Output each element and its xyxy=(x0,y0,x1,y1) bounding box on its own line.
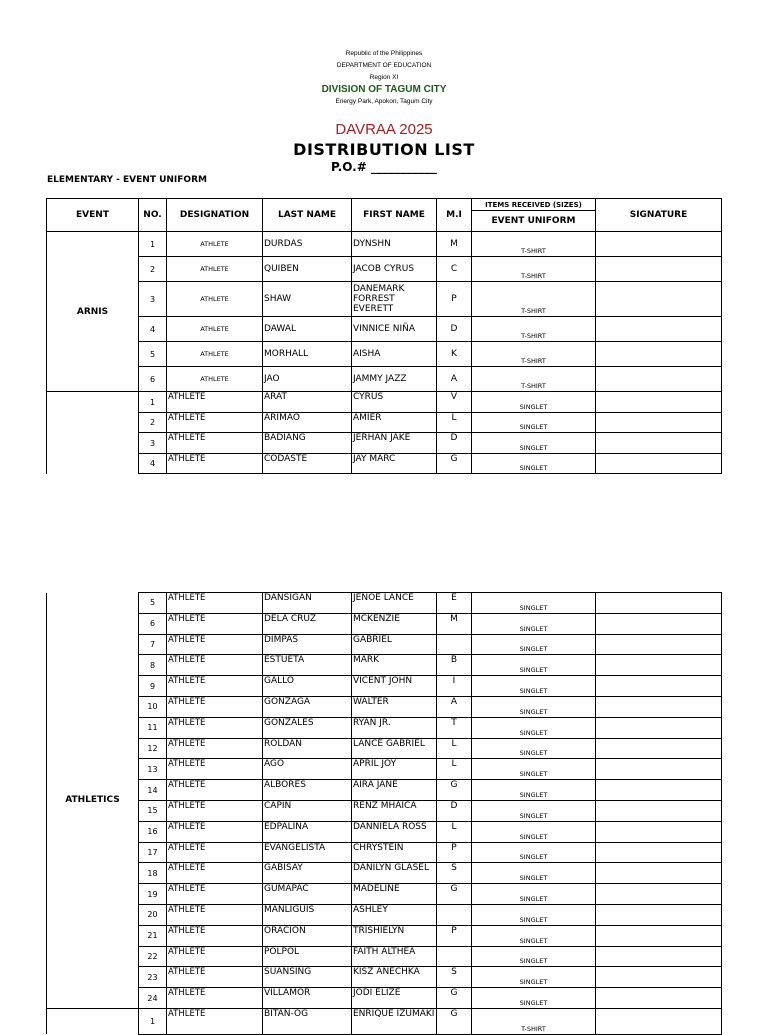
designation-cell: ATHLETE xyxy=(167,884,263,905)
table-row xyxy=(47,454,722,474)
item-cell: SINGLET xyxy=(472,634,596,655)
table-row xyxy=(47,342,722,367)
mi-cell: E xyxy=(437,593,472,614)
designation-cell: ATHLETE xyxy=(167,454,263,474)
signature-cell[interactable] xyxy=(596,842,722,863)
last-name-cell: BADIANG xyxy=(263,433,352,454)
item-cell: SINGLET xyxy=(472,800,596,821)
signature-cell[interactable] xyxy=(596,392,722,413)
mi-cell: D xyxy=(437,433,472,454)
item-cell: SINGLET xyxy=(472,904,596,925)
item-cell: T-SHIRT xyxy=(472,317,596,342)
event-cell-arnis: ARNIS xyxy=(47,232,139,392)
mi-cell: S xyxy=(437,863,472,884)
item-cell: SINGLET xyxy=(472,925,596,946)
row-number: 22 xyxy=(139,946,167,967)
row-number: 11 xyxy=(139,717,167,738)
table-row xyxy=(47,925,722,946)
designation-cell: ATHLETE xyxy=(167,392,263,413)
section-subtitle: ELEMENTARY - EVENT UNIFORM xyxy=(47,175,207,185)
last-name-cell: CAPIN xyxy=(263,800,352,821)
table-row xyxy=(47,842,722,863)
item-cell: SINGLET xyxy=(472,696,596,717)
row-number: 24 xyxy=(139,988,167,1009)
row-number: 4 xyxy=(139,317,167,342)
item-cell: SINGLET xyxy=(472,413,596,433)
designation-cell: ATHLETE xyxy=(167,367,263,392)
table-row xyxy=(47,613,722,634)
designation-cell: ATHLETE xyxy=(167,696,263,717)
designation-cell: ATHLETE xyxy=(167,904,263,925)
table-row xyxy=(47,821,722,842)
table-row xyxy=(47,904,722,925)
po-number: P.O.# ___________ xyxy=(331,160,437,174)
designation-cell: ATHLETE xyxy=(167,925,263,946)
designation-cell: ATHLETE xyxy=(167,759,263,780)
item-cell: T-SHIRT xyxy=(472,257,596,282)
designation-cell: ATHLETE xyxy=(167,593,263,614)
row-number: 10 xyxy=(139,696,167,717)
last-name-cell: GONZAGA xyxy=(263,696,352,717)
signature-cell[interactable] xyxy=(596,780,722,801)
table-row xyxy=(47,317,722,342)
row-number: 1 xyxy=(139,392,167,413)
item-cell: SINGLET xyxy=(472,593,596,614)
last-name-cell: SHAW xyxy=(263,282,352,317)
header-address: Energy Park, Apokon, Tagum City xyxy=(335,98,433,105)
mi-cell: G xyxy=(437,780,472,801)
designation-cell: ATHLETE xyxy=(167,232,263,257)
col-header-no: NO. xyxy=(139,199,167,232)
table-row xyxy=(47,884,722,905)
col-header-last-name: LAST NAME xyxy=(263,199,352,232)
table-row xyxy=(47,696,722,717)
designation-cell: ATHLETE xyxy=(167,800,263,821)
designation-cell: ATHLETE xyxy=(167,842,263,863)
table-row xyxy=(47,759,722,780)
row-number: 12 xyxy=(139,738,167,759)
last-name-cell: GONZALES xyxy=(263,717,352,738)
first-name-cell: JENOE LANCE xyxy=(352,593,437,614)
signature-cell[interactable] xyxy=(596,613,722,634)
designation-cell: ATHLETE xyxy=(167,613,263,634)
item-cell: T-SHIRT xyxy=(472,282,596,317)
row-number: 6 xyxy=(139,367,167,392)
mi-cell: D xyxy=(437,317,472,342)
last-name-cell: SUANSING xyxy=(263,967,352,988)
last-name-cell: QUIBEN xyxy=(263,257,352,282)
last-name-cell: POLPOL xyxy=(263,946,352,967)
first-name-cell: GABRIEL xyxy=(352,634,437,655)
last-name-cell: DANSIGAN xyxy=(263,593,352,614)
event-cell-athletics: ATHLETICS xyxy=(47,593,139,1009)
item-cell: SINGLET xyxy=(472,717,596,738)
item-cell: SINGLET xyxy=(472,655,596,676)
mi-cell: B xyxy=(437,655,472,676)
row-number: 13 xyxy=(139,759,167,780)
row-number: 15 xyxy=(139,800,167,821)
last-name-cell: CODASTE xyxy=(263,454,352,474)
row-number: 16 xyxy=(139,821,167,842)
mi-cell xyxy=(437,634,472,655)
table-row xyxy=(47,413,722,433)
last-name-cell: ORACION xyxy=(263,925,352,946)
item-cell: SINGLET xyxy=(472,988,596,1009)
last-name-cell: EVANGELISTA xyxy=(263,842,352,863)
distribution-table-page1 xyxy=(46,198,722,474)
table-row xyxy=(47,367,722,392)
mi-cell: G xyxy=(437,988,472,1009)
first-name-cell: DANILYN GLASEL xyxy=(352,863,437,884)
item-cell: SINGLET xyxy=(472,676,596,697)
designation-cell: ATHLETE xyxy=(167,257,263,282)
designation-cell: ATHLETE xyxy=(167,717,263,738)
first-name-cell: KISZ ANECHKA xyxy=(352,967,437,988)
mi-cell: D xyxy=(437,800,472,821)
table-row xyxy=(47,392,722,413)
designation-cell: ATHLETE xyxy=(167,317,263,342)
first-name-cell: VICENT JOHN xyxy=(352,676,437,697)
signature-cell[interactable] xyxy=(596,884,722,905)
last-name-cell: GALLO xyxy=(263,676,352,697)
first-name-cell: RENZ MHAICA xyxy=(352,800,437,821)
col-header-mi: M.I xyxy=(437,199,472,232)
row-number: 21 xyxy=(139,925,167,946)
last-name-cell: ARAT xyxy=(263,392,352,413)
mi-cell: M xyxy=(437,613,472,634)
row-number: 18 xyxy=(139,863,167,884)
last-name-cell: BITAN-OG xyxy=(263,1008,352,1034)
col-header-signature: SIGNATURE xyxy=(596,199,722,232)
table-row xyxy=(47,232,722,257)
row-number: 5 xyxy=(139,593,167,614)
signature-cell[interactable] xyxy=(596,655,722,676)
item-cell: SINGLET xyxy=(472,738,596,759)
mi-cell xyxy=(437,904,472,925)
table-row xyxy=(47,967,722,988)
mi-cell: M xyxy=(437,232,472,257)
signature-cell[interactable] xyxy=(596,738,722,759)
last-name-cell: AGO xyxy=(263,759,352,780)
item-cell: T-SHIRT xyxy=(472,367,596,392)
first-name-cell: CHRYSTEIN xyxy=(352,842,437,863)
first-name-cell: JAMMY JAZZ xyxy=(352,367,437,392)
designation-cell: ATHLETE xyxy=(167,413,263,433)
row-number: 7 xyxy=(139,634,167,655)
mi-cell: G xyxy=(437,884,472,905)
event-cell-next xyxy=(47,1008,139,1034)
table-row xyxy=(47,433,722,454)
table-row xyxy=(47,738,722,759)
first-name-cell: AMIER xyxy=(352,413,437,433)
table-row xyxy=(47,780,722,801)
row-number: 2 xyxy=(139,413,167,433)
mi-cell: G xyxy=(437,1008,472,1034)
item-cell: SINGLET xyxy=(472,613,596,634)
signature-cell[interactable] xyxy=(596,946,722,967)
item-cell: SINGLET xyxy=(472,392,596,413)
row-number: 9 xyxy=(139,676,167,697)
header-department: DEPARTMENT OF EDUCATION xyxy=(336,62,432,69)
row-number: 1 xyxy=(139,232,167,257)
event-title: DAVRAA 2025 xyxy=(335,121,433,138)
item-cell: SINGLET xyxy=(472,821,596,842)
first-name-cell: MADELINE xyxy=(352,884,437,905)
row-number: 6 xyxy=(139,613,167,634)
row-number: 1 xyxy=(139,1008,167,1034)
item-cell: T-SHIRT xyxy=(472,342,596,367)
signature-cell[interactable] xyxy=(596,367,722,392)
last-name-cell: ALBORES xyxy=(263,780,352,801)
designation-cell: ATHLETE xyxy=(167,634,263,655)
first-name-cell: LANCE GABRIEL xyxy=(352,738,437,759)
mi-cell: S xyxy=(437,967,472,988)
table-row xyxy=(47,593,722,614)
mi-cell: A xyxy=(437,696,472,717)
first-name-cell: MCKENZIE xyxy=(352,613,437,634)
signature-cell[interactable] xyxy=(596,433,722,454)
signature-cell[interactable] xyxy=(596,676,722,697)
signature-cell[interactable] xyxy=(596,925,722,946)
item-cell: SINGLET xyxy=(472,946,596,967)
designation-cell: ATHLETE xyxy=(167,780,263,801)
signature-cell[interactable] xyxy=(596,413,722,433)
last-name-cell: GUMAPAC xyxy=(263,884,352,905)
first-name-cell: MARK xyxy=(352,655,437,676)
first-name-cell: FAITH ALTHEA xyxy=(352,946,437,967)
col-header-items-received: ITEMS RECEIVED (SIZES) xyxy=(472,199,596,211)
mi-cell xyxy=(437,946,472,967)
first-name-cell: DANNIELA ROSS xyxy=(352,821,437,842)
designation-cell: ATHLETE xyxy=(167,946,263,967)
last-name-cell: ARIMAO xyxy=(263,413,352,433)
signature-cell[interactable] xyxy=(596,759,722,780)
table-row xyxy=(47,676,722,697)
last-name-cell: DELA CRUZ xyxy=(263,613,352,634)
row-number: 17 xyxy=(139,842,167,863)
event-cell-athletics-continued xyxy=(47,392,139,474)
designation-cell: ATHLETE xyxy=(167,282,263,317)
item-cell: T-SHIRT xyxy=(472,232,596,257)
mi-cell: T xyxy=(437,717,472,738)
item-cell: SINGLET xyxy=(472,759,596,780)
first-name-cell: VINNICE NIÑA xyxy=(352,317,437,342)
row-number: 3 xyxy=(139,282,167,317)
signature-cell[interactable] xyxy=(596,342,722,367)
col-header-event: EVENT xyxy=(47,199,139,232)
col-header-designation: DESIGNATION xyxy=(167,199,263,232)
signature-cell[interactable] xyxy=(596,967,722,988)
last-name-cell: ESTUETA xyxy=(263,655,352,676)
document-title: DISTRIBUTION LIST xyxy=(293,140,475,159)
mi-cell: P xyxy=(437,842,472,863)
col-header-event-uniform: EVENT UNIFORM xyxy=(472,211,596,232)
mi-cell: P xyxy=(437,282,472,317)
table-row xyxy=(47,1008,722,1034)
designation-cell: ATHLETE xyxy=(167,1008,263,1034)
table-row xyxy=(47,282,722,317)
first-name-cell: JACOB CYRUS xyxy=(352,257,437,282)
last-name-cell: MANLIGUIS xyxy=(263,904,352,925)
row-number: 14 xyxy=(139,780,167,801)
last-name-cell: DIMPAS xyxy=(263,634,352,655)
mi-cell: V xyxy=(437,392,472,413)
signature-cell[interactable] xyxy=(596,1008,722,1034)
table-row xyxy=(47,800,722,821)
last-name-cell: DURDAS xyxy=(263,232,352,257)
signature-cell[interactable] xyxy=(596,454,722,474)
last-name-cell: VILLAMOR xyxy=(263,988,352,1009)
first-name-cell: JAY MARC xyxy=(352,454,437,474)
designation-cell: ATHLETE xyxy=(167,821,263,842)
last-name-cell: MORHALL xyxy=(263,342,352,367)
table-row xyxy=(47,257,722,282)
designation-cell: ATHLETE xyxy=(167,433,263,454)
row-number: 4 xyxy=(139,454,167,474)
mi-cell: C xyxy=(437,257,472,282)
mi-cell: G xyxy=(437,454,472,474)
first-name-cell: JODI ELIZE xyxy=(352,988,437,1009)
item-cell: T-SHIRT xyxy=(472,1008,596,1034)
table-row xyxy=(47,717,722,738)
mi-cell: L xyxy=(437,821,472,842)
first-name-cell: WALTER xyxy=(352,696,437,717)
signature-cell[interactable] xyxy=(596,696,722,717)
item-cell: SINGLET xyxy=(472,842,596,863)
mi-cell: L xyxy=(437,413,472,433)
signature-cell[interactable] xyxy=(596,257,722,282)
signature-cell[interactable] xyxy=(596,634,722,655)
designation-cell: ATHLETE xyxy=(167,676,263,697)
signature-cell[interactable] xyxy=(596,717,722,738)
last-name-cell: ROLDAN xyxy=(263,738,352,759)
item-cell: SINGLET xyxy=(472,884,596,905)
row-number: 20 xyxy=(139,904,167,925)
table-row xyxy=(47,655,722,676)
row-number: 5 xyxy=(139,342,167,367)
col-header-first-name: FIRST NAME xyxy=(352,199,437,232)
table-row xyxy=(47,946,722,967)
signature-cell[interactable] xyxy=(596,821,722,842)
signature-cell[interactable] xyxy=(596,863,722,884)
signature-cell[interactable] xyxy=(596,904,722,925)
signature-cell[interactable] xyxy=(596,593,722,614)
header-republic: Republic of the Philippines xyxy=(345,50,423,57)
first-name-cell: RYAN JR. xyxy=(352,717,437,738)
table-row xyxy=(47,634,722,655)
last-name-cell: EDPALINA xyxy=(263,821,352,842)
row-number: 19 xyxy=(139,884,167,905)
designation-cell: ATHLETE xyxy=(167,863,263,884)
signature-cell[interactable] xyxy=(596,232,722,257)
item-cell: SINGLET xyxy=(472,780,596,801)
last-name-cell: JAO xyxy=(263,367,352,392)
distribution-table-page2 xyxy=(46,592,722,1035)
row-number: 2 xyxy=(139,257,167,282)
signature-cell[interactable] xyxy=(596,988,722,1009)
last-name-cell: GABISAY xyxy=(263,863,352,884)
item-cell: SINGLET xyxy=(472,454,596,474)
first-name-cell: TRISHIELYN xyxy=(352,925,437,946)
mi-cell: P xyxy=(437,925,472,946)
first-name-cell: DYNSHN xyxy=(352,232,437,257)
first-name-cell: JERHAN JAKE xyxy=(352,433,437,454)
first-name-cell: AISHA xyxy=(352,342,437,367)
first-name-cell: APRIL JOY xyxy=(352,759,437,780)
first-name-cell: AIRA JANE xyxy=(352,780,437,801)
first-name-cell: DANEMARK FORREST EVERETT xyxy=(352,282,437,317)
signature-cell[interactable] xyxy=(596,800,722,821)
table-row xyxy=(47,863,722,884)
mi-cell: L xyxy=(437,759,472,780)
mi-cell: L xyxy=(437,738,472,759)
signature-cell[interactable] xyxy=(596,282,722,317)
item-cell: SINGLET xyxy=(472,433,596,454)
designation-cell: ATHLETE xyxy=(167,342,263,367)
designation-cell: ATHLETE xyxy=(167,738,263,759)
header-region: Region XI xyxy=(369,74,399,81)
designation-cell: ATHLETE xyxy=(167,655,263,676)
row-number: 23 xyxy=(139,967,167,988)
last-name-cell: DAWAL xyxy=(263,317,352,342)
first-name-cell: CYRUS xyxy=(352,392,437,413)
designation-cell: ATHLETE xyxy=(167,988,263,1009)
table-row xyxy=(47,988,722,1009)
signature-cell[interactable] xyxy=(596,317,722,342)
header-division: DIVISION OF TAGUM CITY xyxy=(321,84,447,95)
designation-cell: ATHLETE xyxy=(167,967,263,988)
item-cell: SINGLET xyxy=(472,863,596,884)
mi-cell: K xyxy=(437,342,472,367)
item-cell: SINGLET xyxy=(472,967,596,988)
first-name-cell: ENRIQUE IZUMAKI xyxy=(352,1008,437,1034)
row-number: 3 xyxy=(139,433,167,454)
mi-cell: A xyxy=(437,367,472,392)
row-number: 8 xyxy=(139,655,167,676)
mi-cell: I xyxy=(437,676,472,697)
first-name-cell: ASHLEY xyxy=(352,904,437,925)
